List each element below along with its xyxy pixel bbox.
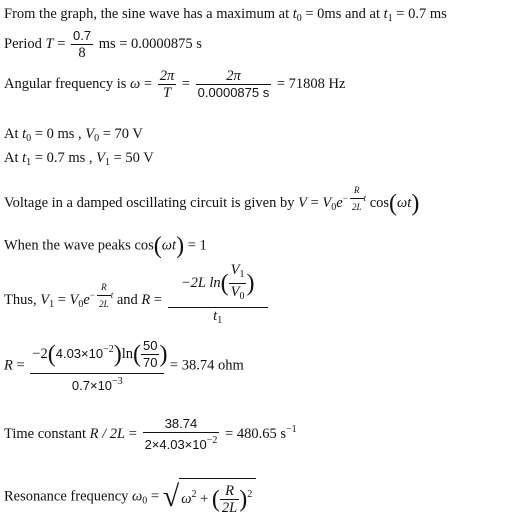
damping-exponent: − R 2L t [343,193,366,204]
angular-fraction-1: $\frac{2\pi}{T}$ [159,68,175,101]
line-later-voltage: At $t_1 = 0.7$ ms , $V_1 = 50$ V [4,150,154,168]
resonance-radicand: $\omega^2$ + ( $\frac{R}{2L}$ )$^2$ [179,478,256,516]
line-thus-formulas: Thus, $V_1 = V_0e^{- \frac{R}{2L} t}$ and R = −2L ln( $\frac{V_1}{V_0}$ ) $t_1$ [4,262,270,329]
angular-fraction-2: $\frac{2\pi}{0.0000875 s}$ [197,68,270,100]
line-angular-frequency: Angular frequency is ω = $\frac{2\pi}{T}$ = $\frac{2\pi}{0.0000875 s}$ = 71808 Hz [4,68,346,101]
r-value-fraction: $-2(4.03\times 10^{-2})\ln$( $\frac{50}{70}$ ) $0.7\times 10^{-3}$ [32,338,168,393]
time-constant-fraction: $\frac{38.74}{2\times 4.03\times 10^{-2}}$ [144,416,218,452]
line-peak-condition: When the wave peaks cos(ωt) = 1 [4,233,207,259]
thus-exponent: − R 2L t [90,290,113,301]
line-resonance-frequency: Resonance frequency $\omega_0$ = √ $\omega^2$ + ( $\frac{R}{2L}$ )$^2$ [4,478,256,516]
line-initial-voltage: At $t_0 = 0$ ms , $V_0 = 70$ V [4,126,143,144]
r-formula-fraction: −2L ln( $\frac{V_1}{V_0}$ ) $t_1$ [168,262,268,329]
line-time-constant: Time constant R / 2L = $\frac{38.74}{2\times 4.03\times 10^{-2}}$ = 480.65 $s^{-1}$ [4,416,297,452]
line-period: Period T = $\frac{0.7}{8}$ ms = 0.0000875 s [4,28,202,61]
line-damped-formula: Voltage in a damped oscillating circuit is given by $V = V_0e^{- \frac{R}{2L} t}$ cos(ωt) [4,182,419,215]
period-fraction: $\frac{0.7}{8}$ [73,28,92,61]
square-root-icon: √ [162,480,180,513]
line-max-times: From the graph, the sine wave has a maximum at $t_0 = 0ms$ and at $t_1 = 0.7$ ms [4,6,447,24]
line-r-value: R = $-2(4.03\times 10^{-2})\ln$( $\frac{50}{70}$ ) $0.7\times 10^{-3}$ = 38.74 ohm [4,338,244,393]
